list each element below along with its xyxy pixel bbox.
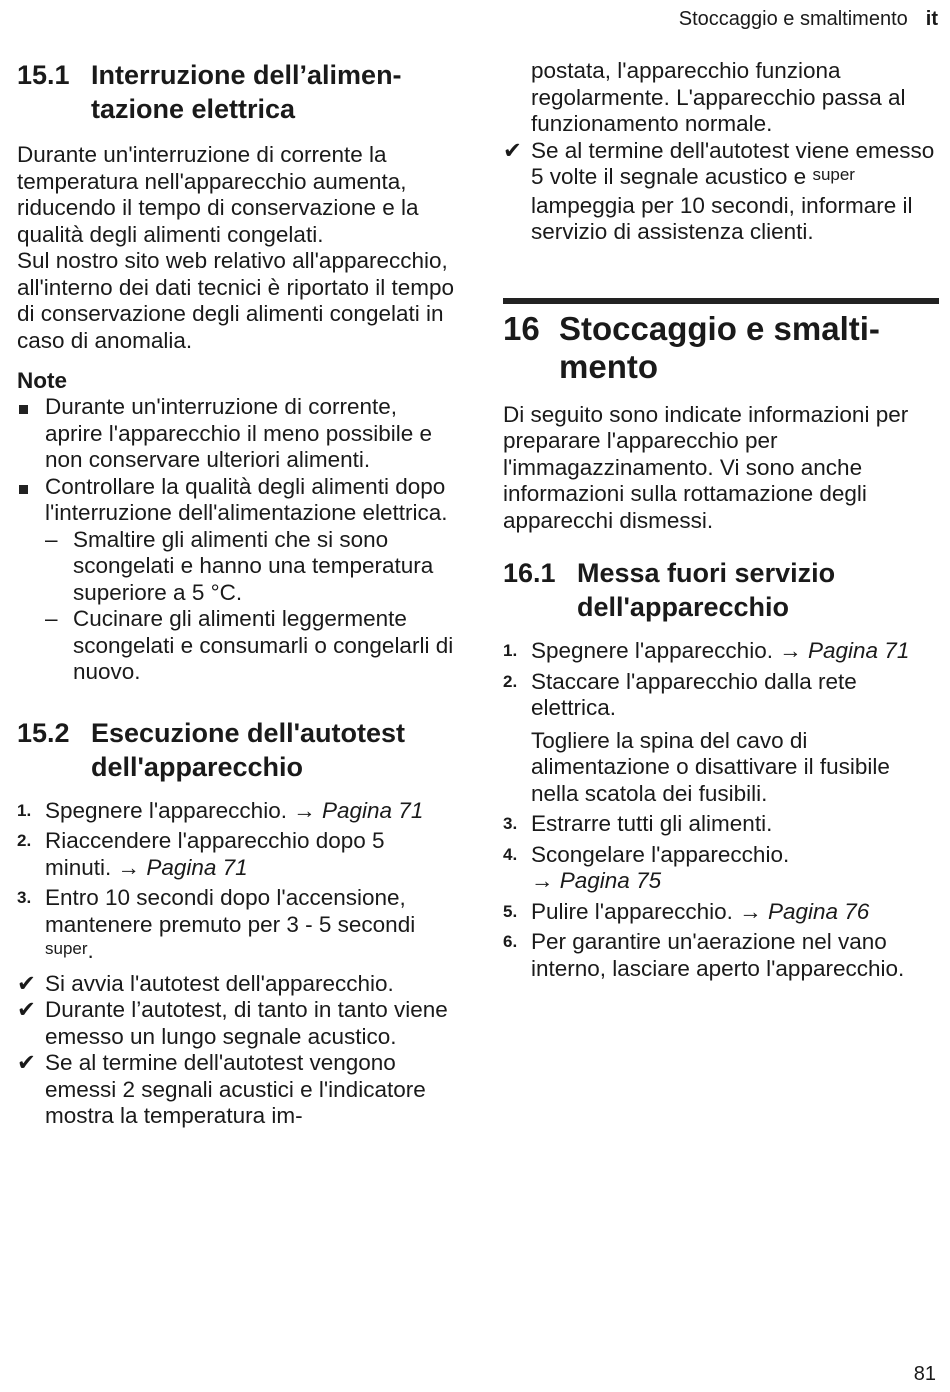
section-title: Esecuzione dell'autotest dell'apparecchio bbox=[91, 717, 405, 782]
section-16-heading bbox=[503, 310, 939, 386]
step-number: 4. bbox=[503, 844, 518, 864]
step-text: Riaccendere l'apparecchio dopo 5 minuti. bbox=[45, 828, 385, 880]
page-header bbox=[679, 8, 938, 31]
list-item: – Smaltire gli alimenti che si sono scongelati e hanno una temperatura superiore a 5 °C. bbox=[17, 527, 455, 607]
arrow-icon: → bbox=[117, 854, 141, 880]
list-item bbox=[503, 811, 939, 838]
step-text: Staccare l'apparecchio dalla rete elettrica. bbox=[531, 668, 857, 720]
list-item bbox=[17, 474, 455, 527]
step-number: 2. bbox=[503, 671, 518, 691]
step-number: 6. bbox=[503, 932, 518, 951]
list-item: – Cucinare gli alimenti leggermente scongelati e consumarli o congelarli di nuovo. bbox=[45, 606, 454, 684]
step-number: 1. bbox=[17, 800, 32, 820]
page-number: 81 bbox=[913, 1363, 936, 1385]
section-16-1-heading bbox=[503, 556, 939, 624]
header-title: Stoccaggio e smaltimento bbox=[678, 8, 908, 30]
paragraph: Durante un'interruzione di corrente la temperatura nell'apparecchio aumenta, riducendo il tempo di conservazione e la qualità degli alimenti congelati. bbox=[17, 142, 419, 247]
paragraph: Di seguito sono indicate informazioni per preparare l'apparecchio per l'immagazzinamento. Vi sono anche informazioni sulla rottamazione degli apparecchi dismessi. bbox=[503, 401, 909, 533]
check-icon: ✔ bbox=[17, 1050, 36, 1075]
section-15-1-heading bbox=[17, 58, 455, 126]
list-item bbox=[503, 138, 939, 246]
list-item bbox=[17, 394, 455, 474]
list-item-text: Controllare la qualità degli alimenti dopo l'interruzione dell'alimentazione elettrica. bbox=[45, 473, 448, 525]
list-item bbox=[17, 885, 455, 967]
arrow-icon: → bbox=[779, 638, 802, 663]
list-item bbox=[17, 1050, 455, 1130]
check-icon: ✔ bbox=[17, 997, 36, 1022]
check-icon: ✔ bbox=[503, 137, 522, 163]
note-title: Note bbox=[17, 368, 67, 393]
super-button-label: super bbox=[812, 165, 855, 184]
step-text: Pulire l'apparecchio. bbox=[531, 898, 733, 924]
square-bullet-icon bbox=[19, 405, 28, 414]
section-15-2-heading bbox=[17, 716, 455, 784]
step-text: Scongelare l'apparecchio. bbox=[531, 841, 790, 867]
section-number: 15.1 bbox=[17, 60, 70, 90]
super-button-label: super bbox=[45, 939, 88, 958]
header-lang: it bbox=[925, 8, 938, 30]
list-item bbox=[503, 842, 939, 895]
step-text: Entro 10 secondi dopo l'accensione, mantenere premuto per 3 - 5 secondi bbox=[45, 885, 416, 937]
section-number: 15.2 bbox=[17, 717, 70, 748]
page-link[interactable]: Pagina 71 bbox=[808, 638, 910, 663]
step-number: 3. bbox=[17, 888, 32, 907]
arrow-icon: → bbox=[739, 898, 762, 924]
list-item-text: lampeggia per 10 secondi, informare il servizio di assistenza clienti. bbox=[531, 192, 913, 244]
list-item-text: Se al termine dell'autotest vengono emessi 2 segnali acustici e l'indicatore mostra la temperatura im- bbox=[45, 1050, 426, 1128]
section-number: 16.1 bbox=[503, 558, 556, 588]
list-item bbox=[503, 929, 939, 982]
section-title: Interruzione dell’alimen- tazione elettrica bbox=[91, 60, 402, 124]
paragraph-continued: postata, l'apparecchio funziona regolarmente. L'apparecchio passa al funzionamento normale. bbox=[531, 58, 906, 136]
list-item bbox=[17, 828, 455, 881]
step-text: Spegnere l'apparecchio. bbox=[45, 797, 287, 823]
step-text: Spegnere l'apparecchio. bbox=[531, 638, 773, 663]
step-number: 3. bbox=[503, 814, 518, 833]
list-item-text: Cucinare gli alimenti leggermente scongelati e consumarli o congelarli di nuovo. bbox=[73, 606, 454, 684]
arrow-icon: → bbox=[531, 868, 554, 893]
section-number: 16 bbox=[503, 309, 540, 347]
step-number: 1. bbox=[503, 641, 518, 660]
left-column bbox=[17, 58, 455, 1130]
section-title: Stoccaggio e smalti- mento bbox=[559, 309, 880, 385]
step-text-end: . bbox=[87, 938, 94, 963]
list-item bbox=[503, 638, 939, 665]
list-item-text: Smaltire gli alimenti che si sono scongelati e hanno una temperatura superiore a 5 °C. bbox=[73, 526, 434, 605]
right-column bbox=[503, 58, 939, 982]
step-detail: Togliere la spina del cavo di alimentazione o disattivare il fusibile nella scatola dei fusibili. bbox=[531, 727, 890, 806]
step-number: 2. bbox=[17, 831, 32, 850]
list-item-text: Si avvia l'autotest dell'apparecchio. bbox=[45, 970, 394, 996]
check-icon: ✔ bbox=[17, 970, 36, 996]
section-title: Messa fuori servizio dell'apparecchio bbox=[577, 558, 836, 622]
page-link[interactable]: Pagina 75 bbox=[559, 868, 662, 893]
list-item-text: Durante l’autotest, di tanto in tanto viene emesso un lungo segnale acustico. bbox=[45, 997, 448, 1049]
page-link[interactable]: Pagina 71 bbox=[146, 854, 248, 880]
step-text: Per garantire un'aerazione nel vano interno, lasciare aperto l'apparecchio. bbox=[531, 929, 905, 981]
page-link[interactable]: Pagina 71 bbox=[322, 797, 424, 823]
list-item bbox=[503, 669, 939, 722]
list-item bbox=[17, 971, 455, 998]
page-link[interactable]: Pagina 76 bbox=[767, 898, 870, 924]
step-text: Estrarre tutti gli alimenti. bbox=[531, 811, 773, 836]
square-bullet-icon bbox=[19, 485, 28, 494]
list-item-text: Durante un'interruzione di corrente, aprire l'apparecchio il meno possibile e non conservare ulteriori alimenti. bbox=[45, 394, 433, 472]
list-item bbox=[17, 997, 455, 1050]
step-number: 5. bbox=[503, 901, 518, 921]
paragraph: Sul nostro sito web relativo all'apparecchio, all'interno dei dati tecnici è riportato il tempo di conservazione degli alimenti congelati in caso di anomalia. bbox=[17, 248, 455, 353]
list-item bbox=[17, 798, 455, 825]
list-item bbox=[503, 899, 939, 926]
list-item-text: Se al termine dell'autotest viene emesso 5 volte il segnale acustico e bbox=[531, 137, 935, 189]
arrow-icon: → bbox=[293, 797, 316, 823]
